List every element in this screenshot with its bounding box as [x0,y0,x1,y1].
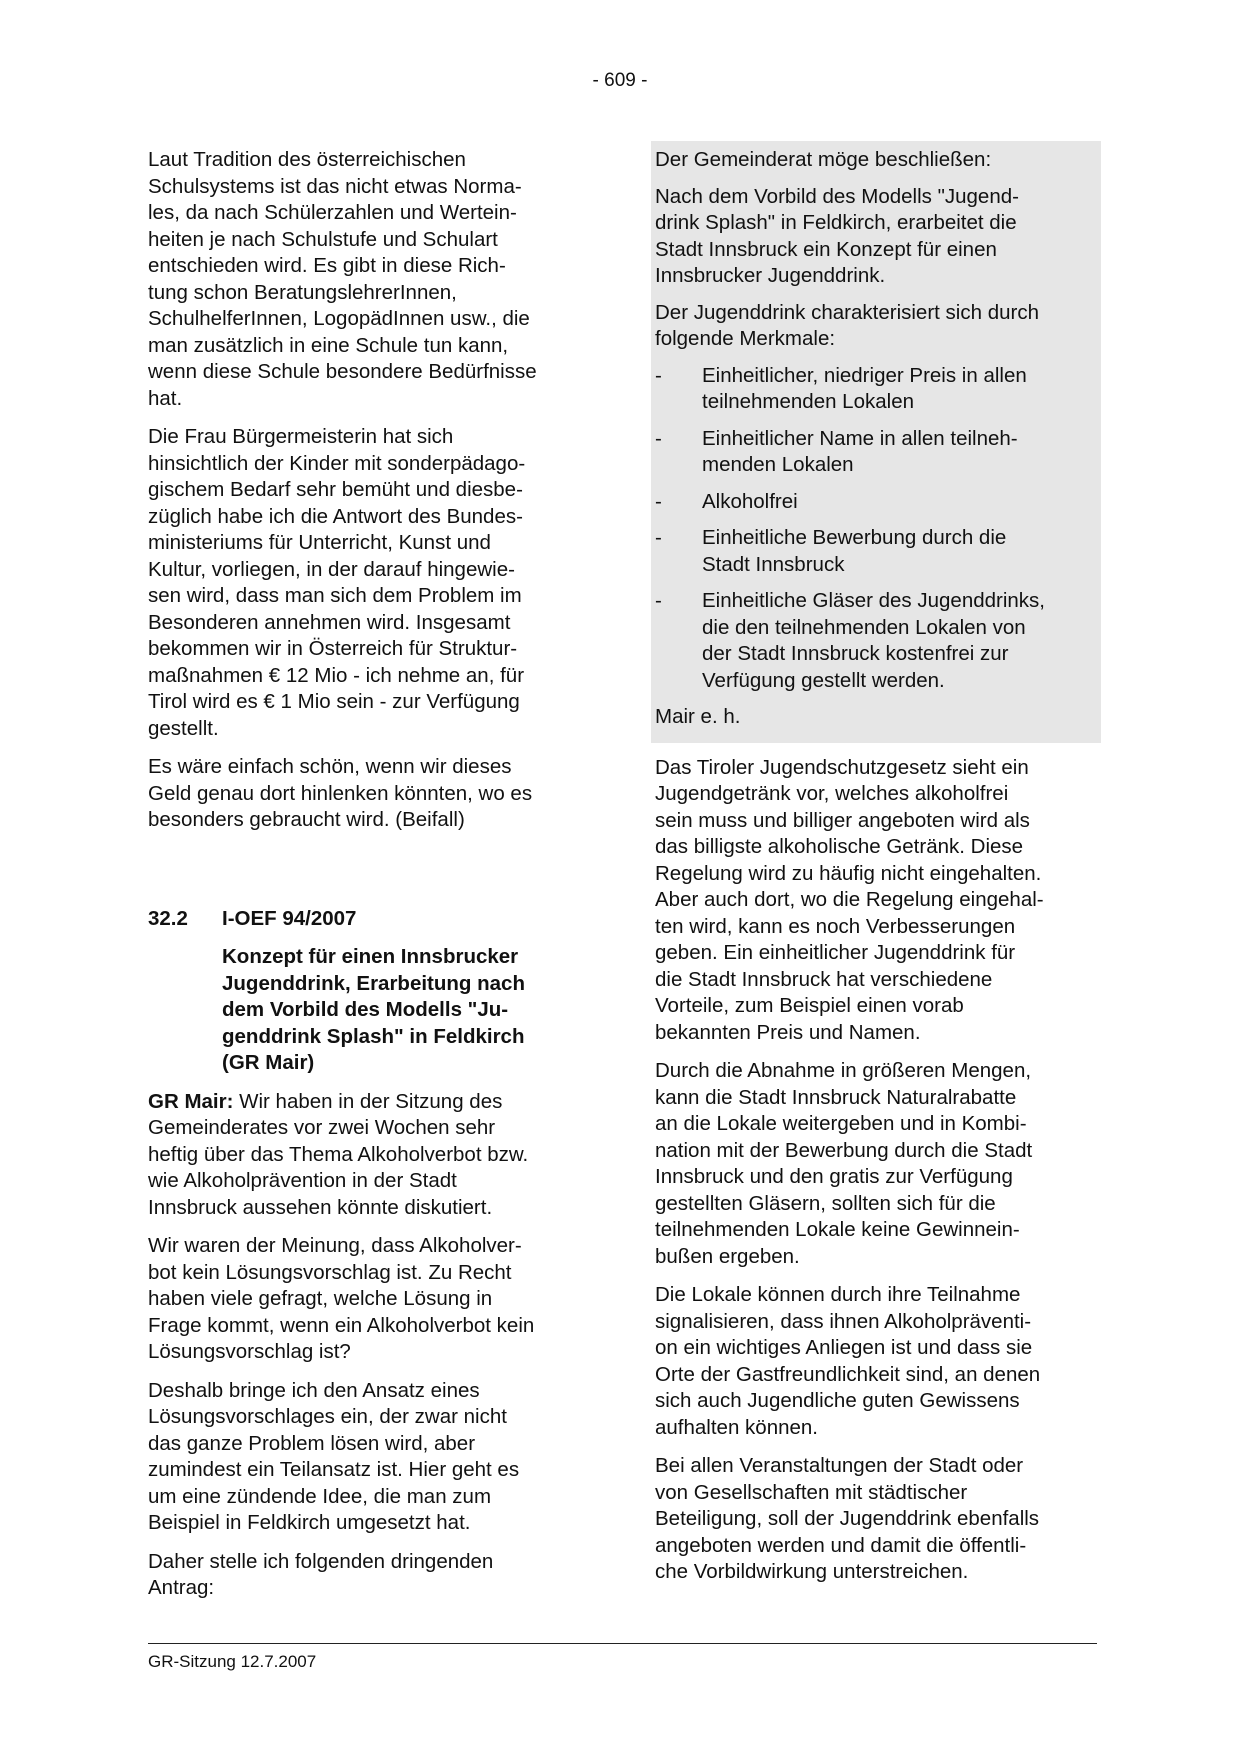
text-line: Kultur, vorliegen, in der darauf hingewie- [148,557,515,581]
paragraph [655,1453,1097,1586]
text-line: an die Lokale weitergeben und in Kombi- [655,1112,1027,1135]
text-line: Die Frau Bürgermeisterin hat sich [148,425,454,448]
text-line: Nach dem Vorbild des Modells "Jugend- [655,184,1019,208]
agenda-item-title [222,944,588,1077]
text-line: on ein wichtiges Anliegen ist und dass sie [655,1336,1033,1359]
text-line: Innsbrucker Jugenddrink. [655,264,886,287]
speaker-first-line: Wir haben in der Sitzung des [233,1089,503,1113]
paragraph [655,755,1097,1047]
paragraph [655,1282,1097,1441]
text-line: Der Gemeinderat möge beschließen: [655,148,992,171]
text-line: gestellten Gläsern, sollten sich für die [655,1191,996,1215]
text-line: Durch die Abnahme in größeren Mengen, [655,1059,1032,1082]
list-item: - Einheitliche Bewerbung durch die Stadt Innsbruck [655,525,1097,578]
text-line: drink Splash" in Feldkirch, erarbeitet die [655,211,1017,234]
text-line: Alkoholfrei [702,489,798,513]
speaker-name: GR Mair: [148,1089,234,1113]
text-line: Lösungsvorschlages ein, der zwar nicht [148,1405,507,1428]
text-line: zumindest ein Teilansatz ist. Hier geht es [148,1458,520,1481]
motion-intro [655,147,1097,174]
text-line: hinsichtlich der Kinder mit sonderpädago- [148,451,526,475]
paragraph [655,1058,1097,1270]
text-line: maßnahmen € 12 Mio - ich nehme an, für [148,663,525,687]
text-line: Frage kommt, wenn ein Alkoholverbot kein [148,1313,535,1337]
text-line: der Stadt Innsbruck kostenfrei zur [702,642,1009,665]
text-line: Konzept für einen Innsbrucker [222,945,519,968]
text-line: dem Vorbild des Modells "Ju- [222,998,509,1021]
text-line: Aber auch dort, wo die Regelung eingehal- [655,888,1044,911]
text-line: bekommen wir in Österreich für Struktur- [148,637,518,660]
footer-text: GR-Sitzung 12.7.2007 [148,1652,317,1671]
text-line: genddrink Splash" in Feldkirch [222,1024,525,1048]
text-line: folgende Merkmale: [655,327,836,350]
text-line: Mair e. h. [655,705,741,728]
text-line: Laut Tradition des österreichischen [148,148,466,171]
agenda-item-number: 32.2 [148,906,188,930]
text-line: angeboten werden und damit die öffentli- [655,1533,1027,1557]
text-line: sen wird, dass man sich dem Problem im [148,584,522,607]
text-line: signalisieren, dass ihnen Alkoholpräventi- [655,1309,1032,1333]
text-line: Einheitliche Bewerbung durch die [702,526,1007,549]
text-line: Stadt Innsbruck [702,552,845,576]
text-line: Besonderen annehmen wird. Insgesamt [148,610,511,634]
text-line: züglich habe ich die Antwort des Bundes- [148,504,523,528]
text-line: bot kein Lösungsvorschlag ist. Zu Recht [148,1260,512,1284]
list-item: - Einheitlicher Name in allen teilneh- menden Lokalen [655,426,1097,479]
text-line: Einheitlicher, niedriger Preis in allen [702,363,1027,387]
text-line: Stadt Innsbruck ein Konzept für einen [655,237,997,261]
speaker-paragraph: GR Mair: Wir haben in der Sitzung des Gemeinderates vor zwei Wochen sehr heftig über das Thema Alkoholverbot bzw. wie Alkoholprävention in der Stadt Innsbruck aussehen könnte diskutiert. [148,1089,529,1219]
text-line: heiten je nach Schulstufe und Schulart [148,227,498,251]
text-line: ministeriums für Unterricht, Kunst und [148,531,491,554]
text-line: les, da nach Schülerzahlen und Wertein- [148,201,517,224]
text-line: Einheitlicher Name in allen teilneh- [702,426,1018,450]
text-line: Die Lokale können durch ihre Teilnahme [655,1283,1021,1306]
text-line: tung schon BeratungslehrerInnen, [148,280,457,304]
text-line: Verfügung gestellt werden. [702,668,945,692]
text-line: menden Lokalen [702,453,854,476]
text-line: geben. Ein einheitlicher Jugenddrink für [655,941,1016,964]
text-line: teilnehmenden Lokale keine Gewinnein- [655,1218,1020,1241]
text-line: Lösungsvorschlag ist? [148,1340,351,1363]
text-line: Deshalb bringe ich den Ansatz eines [148,1378,480,1402]
text-line: bußen ergeben. [655,1244,800,1268]
text-line: besonders gebraucht wird. (Beifall) [148,808,465,831]
motion-text [655,184,1097,290]
text-line: Regelung wird zu häufig nicht eingehalten. [655,861,1042,885]
text-line: Daher stelle ich folgenden dringenden [148,1549,494,1573]
text-line: sich auch Jugendliche guten Gewissens [655,1389,1020,1412]
text-line: Jugenddrink, Erarbeitung nach [222,971,525,995]
text-line: um eine zündende Idee, die man zum [148,1484,492,1508]
text-line: Das Tiroler Jugendschutzgesetz sieht ein [655,755,1029,779]
text-line: wenn diese Schule besondere Bedürfnisse [148,360,537,383]
left-column [148,147,588,1614]
page-number: - 609 - [592,70,648,91]
text-line: Beteiligung, soll der Jugenddrink ebenfalls [655,1507,1040,1530]
footer-divider [148,1643,1097,1644]
agenda-item-header [148,906,588,933]
text-line: Antrag: [148,1576,215,1599]
right-column [655,147,1097,1598]
motion-box [651,141,1101,743]
text-line: Vorteile, zum Beispiel einen vorab [655,994,964,1017]
list-item: - Alkoholfrei [655,489,1097,516]
text-line: Jugendgetränk vor, welches alkoholfrei [655,782,1009,805]
text-line: teilnehmenden Lokalen [702,390,914,413]
text-line: Beispiel in Feldkirch umgesetzt hat. [148,1511,471,1534]
paragraph [148,1549,588,1602]
paragraph [148,1233,588,1366]
paragraph [148,754,588,834]
text-line: gischem Bedarf sehr bemüht und diesbe- [148,478,523,501]
text-line: Der Jugenddrink charakterisiert sich durch [655,300,1039,324]
text-line: die Stadt Innsbruck hat verschiedene [655,967,993,991]
text-line: sein muss und billiger angeboten wird als [655,808,1030,832]
paragraph [148,147,588,412]
text-line: SchulhelferInnen, LogopädInnen usw., die [148,307,530,330]
text-line: Orte der Gastfreundlichkeit sind, an denen [655,1362,1041,1386]
text-line: bekannten Preis und Namen. [655,1020,921,1044]
text-line: hat. [148,386,183,410]
text-line: das ganze Problem lösen wird, aber [148,1431,476,1455]
text-line: aufhalten können. [655,1415,818,1439]
text-line: man zusätzlich in eine Schule tun kann, [148,333,509,357]
text-line: ten wird, kann es noch Verbesserungen [655,914,1016,938]
text-line: Es wäre einfach schön, wenn wir dieses [148,755,512,778]
text-line: die den teilnehmenden Lokalen von [702,615,1026,639]
text-line: Einheitliche Gläser des Jugenddrinks, [702,589,1045,612]
motion-signature [655,704,1097,731]
text-line: von Gesellschaften mit städtischer [655,1480,968,1504]
text-line: entschieden wird. Es gibt in diese Rich- [148,254,506,277]
agenda-item-code: I-OEF 94/2007 [222,906,357,930]
paragraph [148,424,588,742]
list-item: - Einheitlicher, niedriger Preis in allen teilnehmenden Lokalen [655,363,1097,416]
text-line: gestellt. [148,716,219,740]
text-line: che Vorbildwirkung unterstreichen. [655,1560,969,1583]
text-line: das billigste alkoholische Getränk. Diese [655,835,1024,858]
list-item: - Einheitliche Gläser des Jugenddrinks, die den teilnehmenden Lokalen von der Stadt Innsbruck kostenfrei zur Verfügung gestellt werden. [655,588,1097,694]
text-line: kann die Stadt Innsbruck Naturalrabatte [655,1085,1017,1109]
text-line: Geld genau dort hinlenken könnten, wo es [148,781,533,805]
motion-text [655,300,1097,353]
text-line: nation mit der Bewerbung durch die Stadt [655,1138,1033,1162]
text-line: haben viele gefragt, welche Lösung in [148,1287,493,1310]
text-line: Schulsystems ist das nicht etwas Norma- [148,174,522,198]
text-line: (GR Mair) [222,1051,315,1074]
text-line: Innsbruck und den gratis zur Verfügung [655,1165,1013,1188]
text-line: Wir waren der Meinung, dass Alkoholver- [148,1234,522,1257]
paragraph [148,1378,588,1537]
text-line: Tirol wird es € 1 Mio sein - zur Verfügung [148,690,520,713]
text-line: Bei allen Veranstaltungen der Stadt oder [655,1454,1024,1477]
